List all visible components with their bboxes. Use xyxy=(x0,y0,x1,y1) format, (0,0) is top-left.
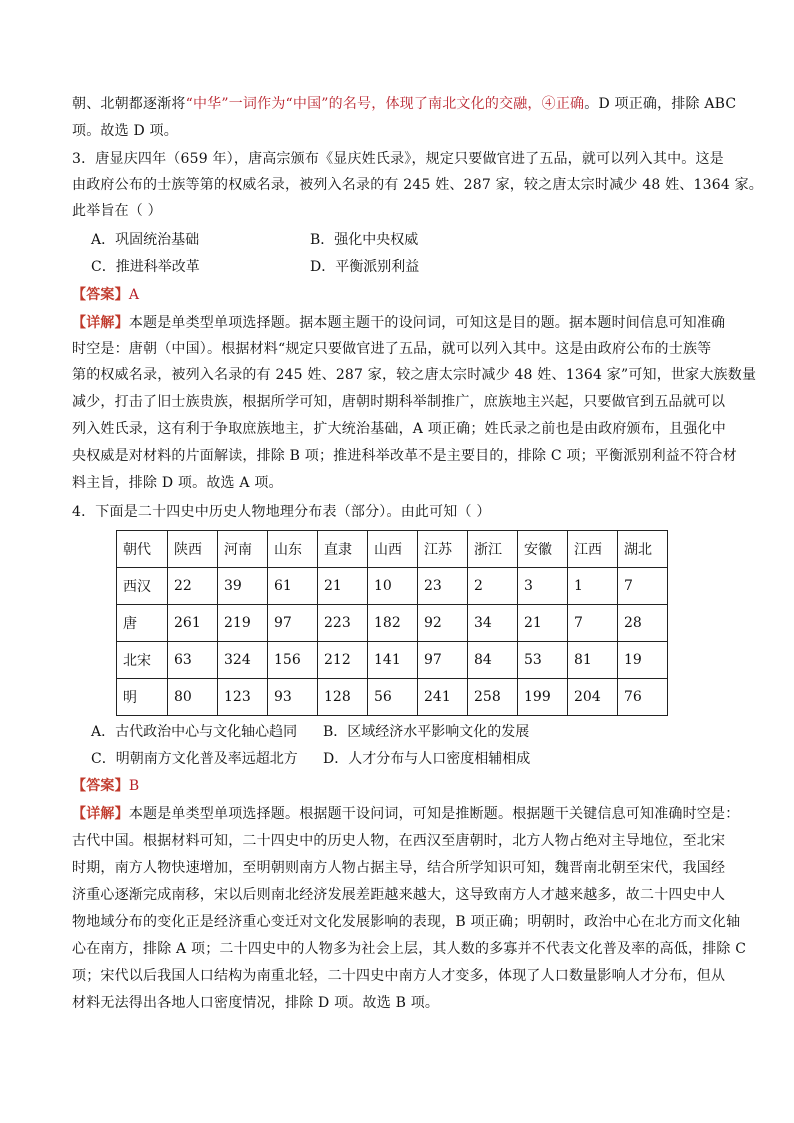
q3-option-d: D．平衡派别利益 xyxy=(310,259,420,275)
table-header-cell: 陕西 xyxy=(168,531,218,568)
q4-detail-line: 心在南方，排除 A 项；二十四史中的人物多为社会上层，其人数的多寡并不代表文化普及率的高低，排除 C xyxy=(72,941,747,957)
q3-detail-line: 第的权威名录，被列入名录的有 245 姓、287 家，较之唐太宗时减少 48 姓、1364 家”可知，世家大族数量 xyxy=(72,367,757,383)
table-cell: 21 xyxy=(518,605,568,642)
q4-detail-line: 材料无法得出各地人口密度情况，排除 D 项。故选 B 项。 xyxy=(72,995,440,1011)
table-cell: 北宋 xyxy=(117,642,168,679)
table-cell: 63 xyxy=(168,642,218,679)
table-cell: 7 xyxy=(568,605,618,642)
table-header-cell: 山西 xyxy=(368,531,418,568)
q4-option-c: C．明朝南方文化普及率远超北方 xyxy=(91,751,298,767)
table-row xyxy=(117,568,668,605)
table-cell: 53 xyxy=(518,642,568,679)
table-cell: 156 xyxy=(268,642,318,679)
q3-answer xyxy=(72,282,732,308)
table-cell: 2 xyxy=(468,568,518,605)
q4-detail-line: 济重心逐渐完成南移，宋以后则南北经济发展差距越来越大，这导致南方人才越来越多，故二十四史中人 xyxy=(72,887,726,903)
table-row xyxy=(117,679,668,716)
table-cell: 56 xyxy=(368,679,418,716)
q4-answer xyxy=(72,773,732,799)
table-cell: 76 xyxy=(618,679,668,716)
table-cell: 182 xyxy=(368,605,418,642)
table-cell: 97 xyxy=(418,642,468,679)
q3-detail-line: 时空是：唐朝（中国）。根据材料“规定只要做官进了五品，就可以列入其中。这是由政府公布的士族等 xyxy=(72,341,712,357)
table-header-cell: 湖北 xyxy=(618,531,668,568)
table-cell: 22 xyxy=(168,568,218,605)
table-header-cell: 朝代 xyxy=(117,531,168,568)
table-cell: 324 xyxy=(218,642,268,679)
q3-option-b: B．强化中央权威 xyxy=(310,232,419,248)
q3-option-a: A．巩固统治基础 xyxy=(91,232,200,248)
table-cell: 28 xyxy=(618,605,668,642)
q4-detail-line: 物地域分布的变化正是经济重心变迁对文化发展影响的表现，B 项正确；明朝时，政治中心在北方而文化轴 xyxy=(72,914,741,930)
table-cell: 241 xyxy=(418,679,468,716)
table-cell: 223 xyxy=(318,605,368,642)
table-header-row xyxy=(117,531,668,568)
table-header-cell: 直隶 xyxy=(318,531,368,568)
table-row xyxy=(117,605,668,642)
table-cell: 123 xyxy=(218,679,268,716)
detail-label: 【详解】 xyxy=(72,806,129,822)
table-cell: 39 xyxy=(218,568,268,605)
table-header-cell: 河南 xyxy=(218,531,268,568)
intro-line-1 xyxy=(72,91,737,117)
table-cell: 34 xyxy=(468,605,518,642)
q3-stem-line: 3．唐显庆四年（659 年），唐高宗颁布《显庆姓氏录》，规定只要做官进了五品，就可以列入其中。这是 xyxy=(72,151,724,167)
table-cell: 23 xyxy=(418,568,468,605)
table-cell: 明 xyxy=(117,679,168,716)
answer-value: B xyxy=(128,778,140,794)
table-cell: 84 xyxy=(468,642,518,679)
answer-label: 【答案】 xyxy=(72,778,129,794)
table-header-cell: 浙江 xyxy=(468,531,518,568)
q3-detail-line: 央权威是对材料的片面解读，排除 B 项；推进科举改革不是主要目的，排除 C 项；平衡派别利益不符合材 xyxy=(72,448,737,464)
intro-line-2: 项。故选 D 项。 xyxy=(72,123,178,139)
table-cell: 141 xyxy=(368,642,418,679)
q3-option-c: C．推进科举改革 xyxy=(91,259,200,275)
table-row xyxy=(117,642,668,679)
table-header-cell: 安徽 xyxy=(518,531,568,568)
table-cell: 128 xyxy=(318,679,368,716)
intro-highlight: “中华”一词作为“中国”的名号，体现了南北文化的交融，④正确 xyxy=(185,96,585,112)
answer-label: 【答案】 xyxy=(72,287,129,303)
table-cell: 219 xyxy=(218,605,268,642)
distribution-table xyxy=(116,530,668,716)
detail-text: 本题是单类型单项选择题。据本题主题干的设问词，可知这是目的题。据本题时间信息可知准确 xyxy=(128,315,726,331)
table-cell: 97 xyxy=(268,605,318,642)
table-cell: 19 xyxy=(618,642,668,679)
table-cell: 212 xyxy=(318,642,368,679)
intro-text: 朝、北朝都逐渐将 xyxy=(72,96,186,112)
table-cell: 3 xyxy=(518,568,568,605)
table-cell: 61 xyxy=(268,568,318,605)
intro-text-end: 。D 项正确，排除 ABC xyxy=(584,96,737,112)
table-cell: 93 xyxy=(268,679,318,716)
table-header-cell: 江西 xyxy=(568,531,618,568)
table-header-cell: 江苏 xyxy=(418,531,468,568)
q3-detail-line: 料主旨，排除 D 项。故选 A 项。 xyxy=(72,475,283,491)
q4-detail-line xyxy=(72,801,740,827)
q4-detail-line: 古代中国。根据材料可知，二十四史中的历史人物，在西汉至唐朝时，北方人物占绝对主导地位，至北宋 xyxy=(72,833,726,849)
table-cell: 唐 xyxy=(117,605,168,642)
q3-detail-line xyxy=(72,310,732,336)
q3-stem-line: 由政府公布的士族等第的权威名录，被列入名录的有 245 姓、287 家，较之唐太宗时减少 48 姓、1364 家。 xyxy=(72,177,763,193)
table-cell: 80 xyxy=(168,679,218,716)
table-cell: 西汉 xyxy=(117,568,168,605)
table-cell: 258 xyxy=(468,679,518,716)
table-cell: 81 xyxy=(568,642,618,679)
q4-detail-line: 时期，南方人物快速增加，至明朝则南方人物占据主导，结合所学知识可知，魏晋南北朝至宋代，我国经 xyxy=(72,860,726,876)
table-cell: 1 xyxy=(568,568,618,605)
table-header-cell: 山东 xyxy=(268,531,318,568)
table-cell: 7 xyxy=(618,568,668,605)
q4-option-a: A．古代政治中心与文化轴心趋同 xyxy=(91,724,298,740)
table-cell: 261 xyxy=(168,605,218,642)
detail-text: 本题是单类型单项选择题。根据题干设问词，可知是推断题。根据题干关键信息可知准确时空是： xyxy=(128,806,740,822)
q4-stem: 4．下面是二十四史中历史人物地理分布表（部分）。由此可知（ ） xyxy=(72,504,491,520)
q4-option-d: D．人才分布与人口密度相辅相成 xyxy=(323,751,531,767)
q4-detail-line: 项；宋代以后我国人口结构为南重北轻，二十四史中南方人才变多，体现了人口数量影响人才分布，但从 xyxy=(72,968,726,984)
answer-value: A xyxy=(128,287,140,303)
table-cell: 10 xyxy=(368,568,418,605)
table-cell: 21 xyxy=(318,568,368,605)
table-cell: 204 xyxy=(568,679,618,716)
q3-detail-line: 列入姓氏录，这有利于争取庶族地主，扩大统治基础，A 项正确；姓氏录之前也是由政府颁布，且强化中 xyxy=(72,421,726,437)
q3-detail-line: 减少，打击了旧士族贵族，根据所学可知，唐朝时期科举制推广，庶族地主兴起，只要做官到五品就可以 xyxy=(72,394,726,410)
detail-label: 【详解】 xyxy=(72,315,129,331)
table-cell: 92 xyxy=(418,605,468,642)
q4-option-b: B．区域经济水平影响文化的发展 xyxy=(323,724,530,740)
q3-stem-line: 此举旨在（ ） xyxy=(72,203,162,219)
table-cell: 199 xyxy=(518,679,568,716)
